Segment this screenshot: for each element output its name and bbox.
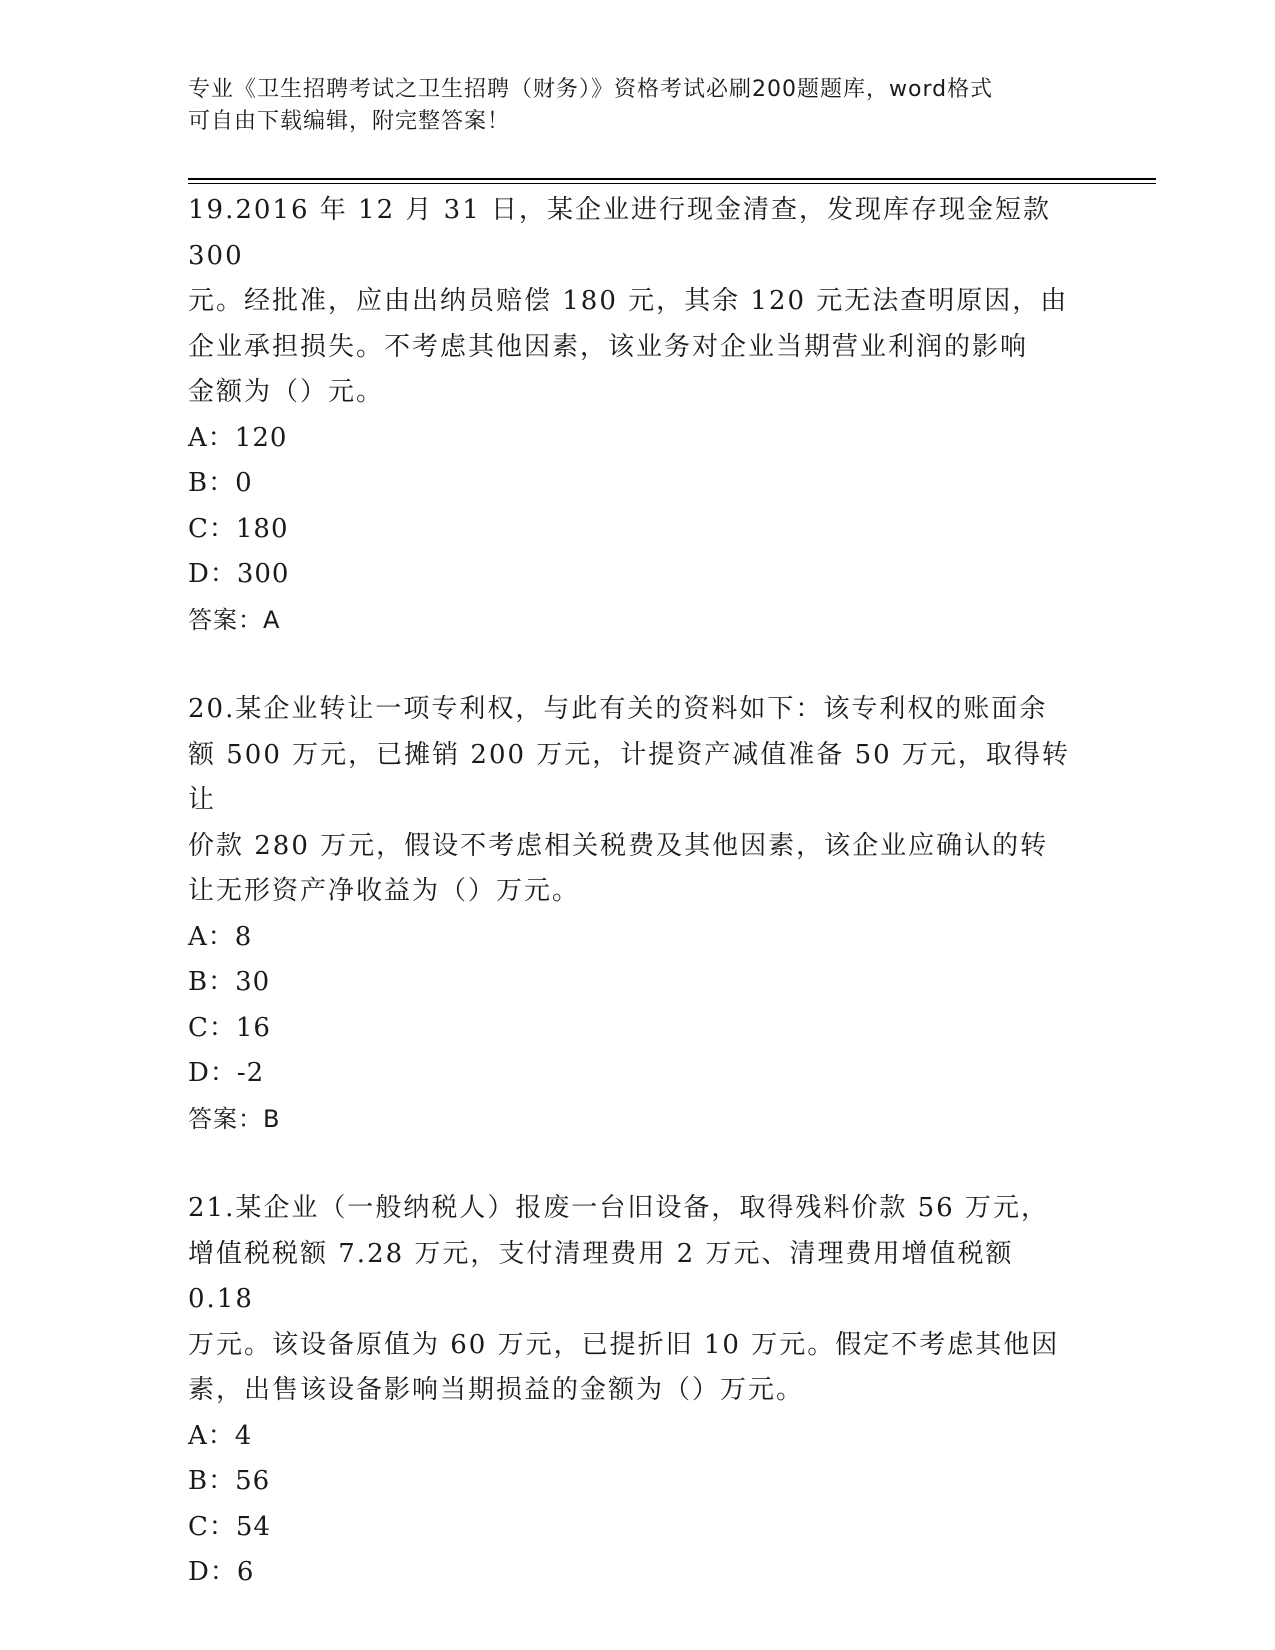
question-stem-line: 19.2016 年 12 月 31 日，某企业进行现金清查，发现库存现金短款 300 (188, 195, 1052, 271)
option-b: B：0 (188, 468, 253, 498)
question-stem-line: 让无形资产净收益为（）万元。 (188, 876, 581, 906)
question-stem-line: 额 500 万元，已摊销 200 万元，计提资产减值准备 50 万元，取得转让 (188, 739, 1070, 815)
document-header (188, 74, 1068, 138)
option-c: C：180 (188, 513, 289, 544)
question-19 (188, 188, 1088, 643)
question-stem-line: 金额为（）元。 (188, 377, 385, 407)
question-20 (188, 687, 1088, 1142)
question-stem-line: 元。经批准，应由出纳员赔偿 180 元，其余 120 元无法查明原因，由 (188, 286, 1069, 316)
question-stem-line: 素，出售该设备影响当期损益的金额为（）万元。 (188, 1375, 805, 1405)
question-21 (188, 1186, 1088, 1596)
option-d: D：-2 (188, 1058, 265, 1088)
question-spacer (188, 1142, 1088, 1186)
option-a: A：4 (188, 1420, 253, 1451)
answer-line: 答案：A (188, 605, 281, 634)
question-stem-line: 21.某企业（一般纳税人）报废一台旧设备，取得残料价款 56 万元， (188, 1193, 1049, 1223)
question-stem-line: 万元。该设备原值为 60 万元，已提折旧 10 万元。假定不考虑其他因 (188, 1329, 1060, 1360)
option-a: A：120 (188, 422, 288, 453)
option-a: A：8 (188, 921, 253, 952)
option-c: C：54 (188, 1511, 271, 1542)
question-stem-line: 20.某企业转让一项专利权，与此有关的资料如下：该专利权的账面余 (188, 694, 1048, 724)
option-d: D：6 (188, 1557, 255, 1587)
option-d: D：300 (188, 559, 290, 589)
question-stem-line: 价款 280 万元，假设不考虑相关税费及其他因素，该企业应确认的转 (188, 830, 1049, 861)
question-stem-line: 增值税税额 7.28 万元，支付清理费用 2 万元、清理费用增值税额 0.18 (188, 1238, 1014, 1314)
answer-line: 答案：B (188, 1104, 281, 1133)
option-c: C：16 (188, 1012, 271, 1043)
header-line-1: 专业《卫生招聘考试之卫生招聘（财务）》资格考试必刷200题题库，word格式 (188, 77, 994, 102)
question-stem-line: 企业承担损失。不考虑其他因素，该业务对企业当期营业利润的影响 (188, 331, 1029, 362)
option-b: B：56 (188, 1466, 271, 1496)
header-line-2: 可自由下载编辑，附完整答案！ (188, 109, 511, 134)
header-rule-thin (188, 183, 1156, 184)
question-list (188, 188, 1088, 1596)
option-b: B：30 (188, 967, 271, 997)
header-rule-thick (188, 178, 1156, 180)
question-spacer (188, 643, 1088, 687)
